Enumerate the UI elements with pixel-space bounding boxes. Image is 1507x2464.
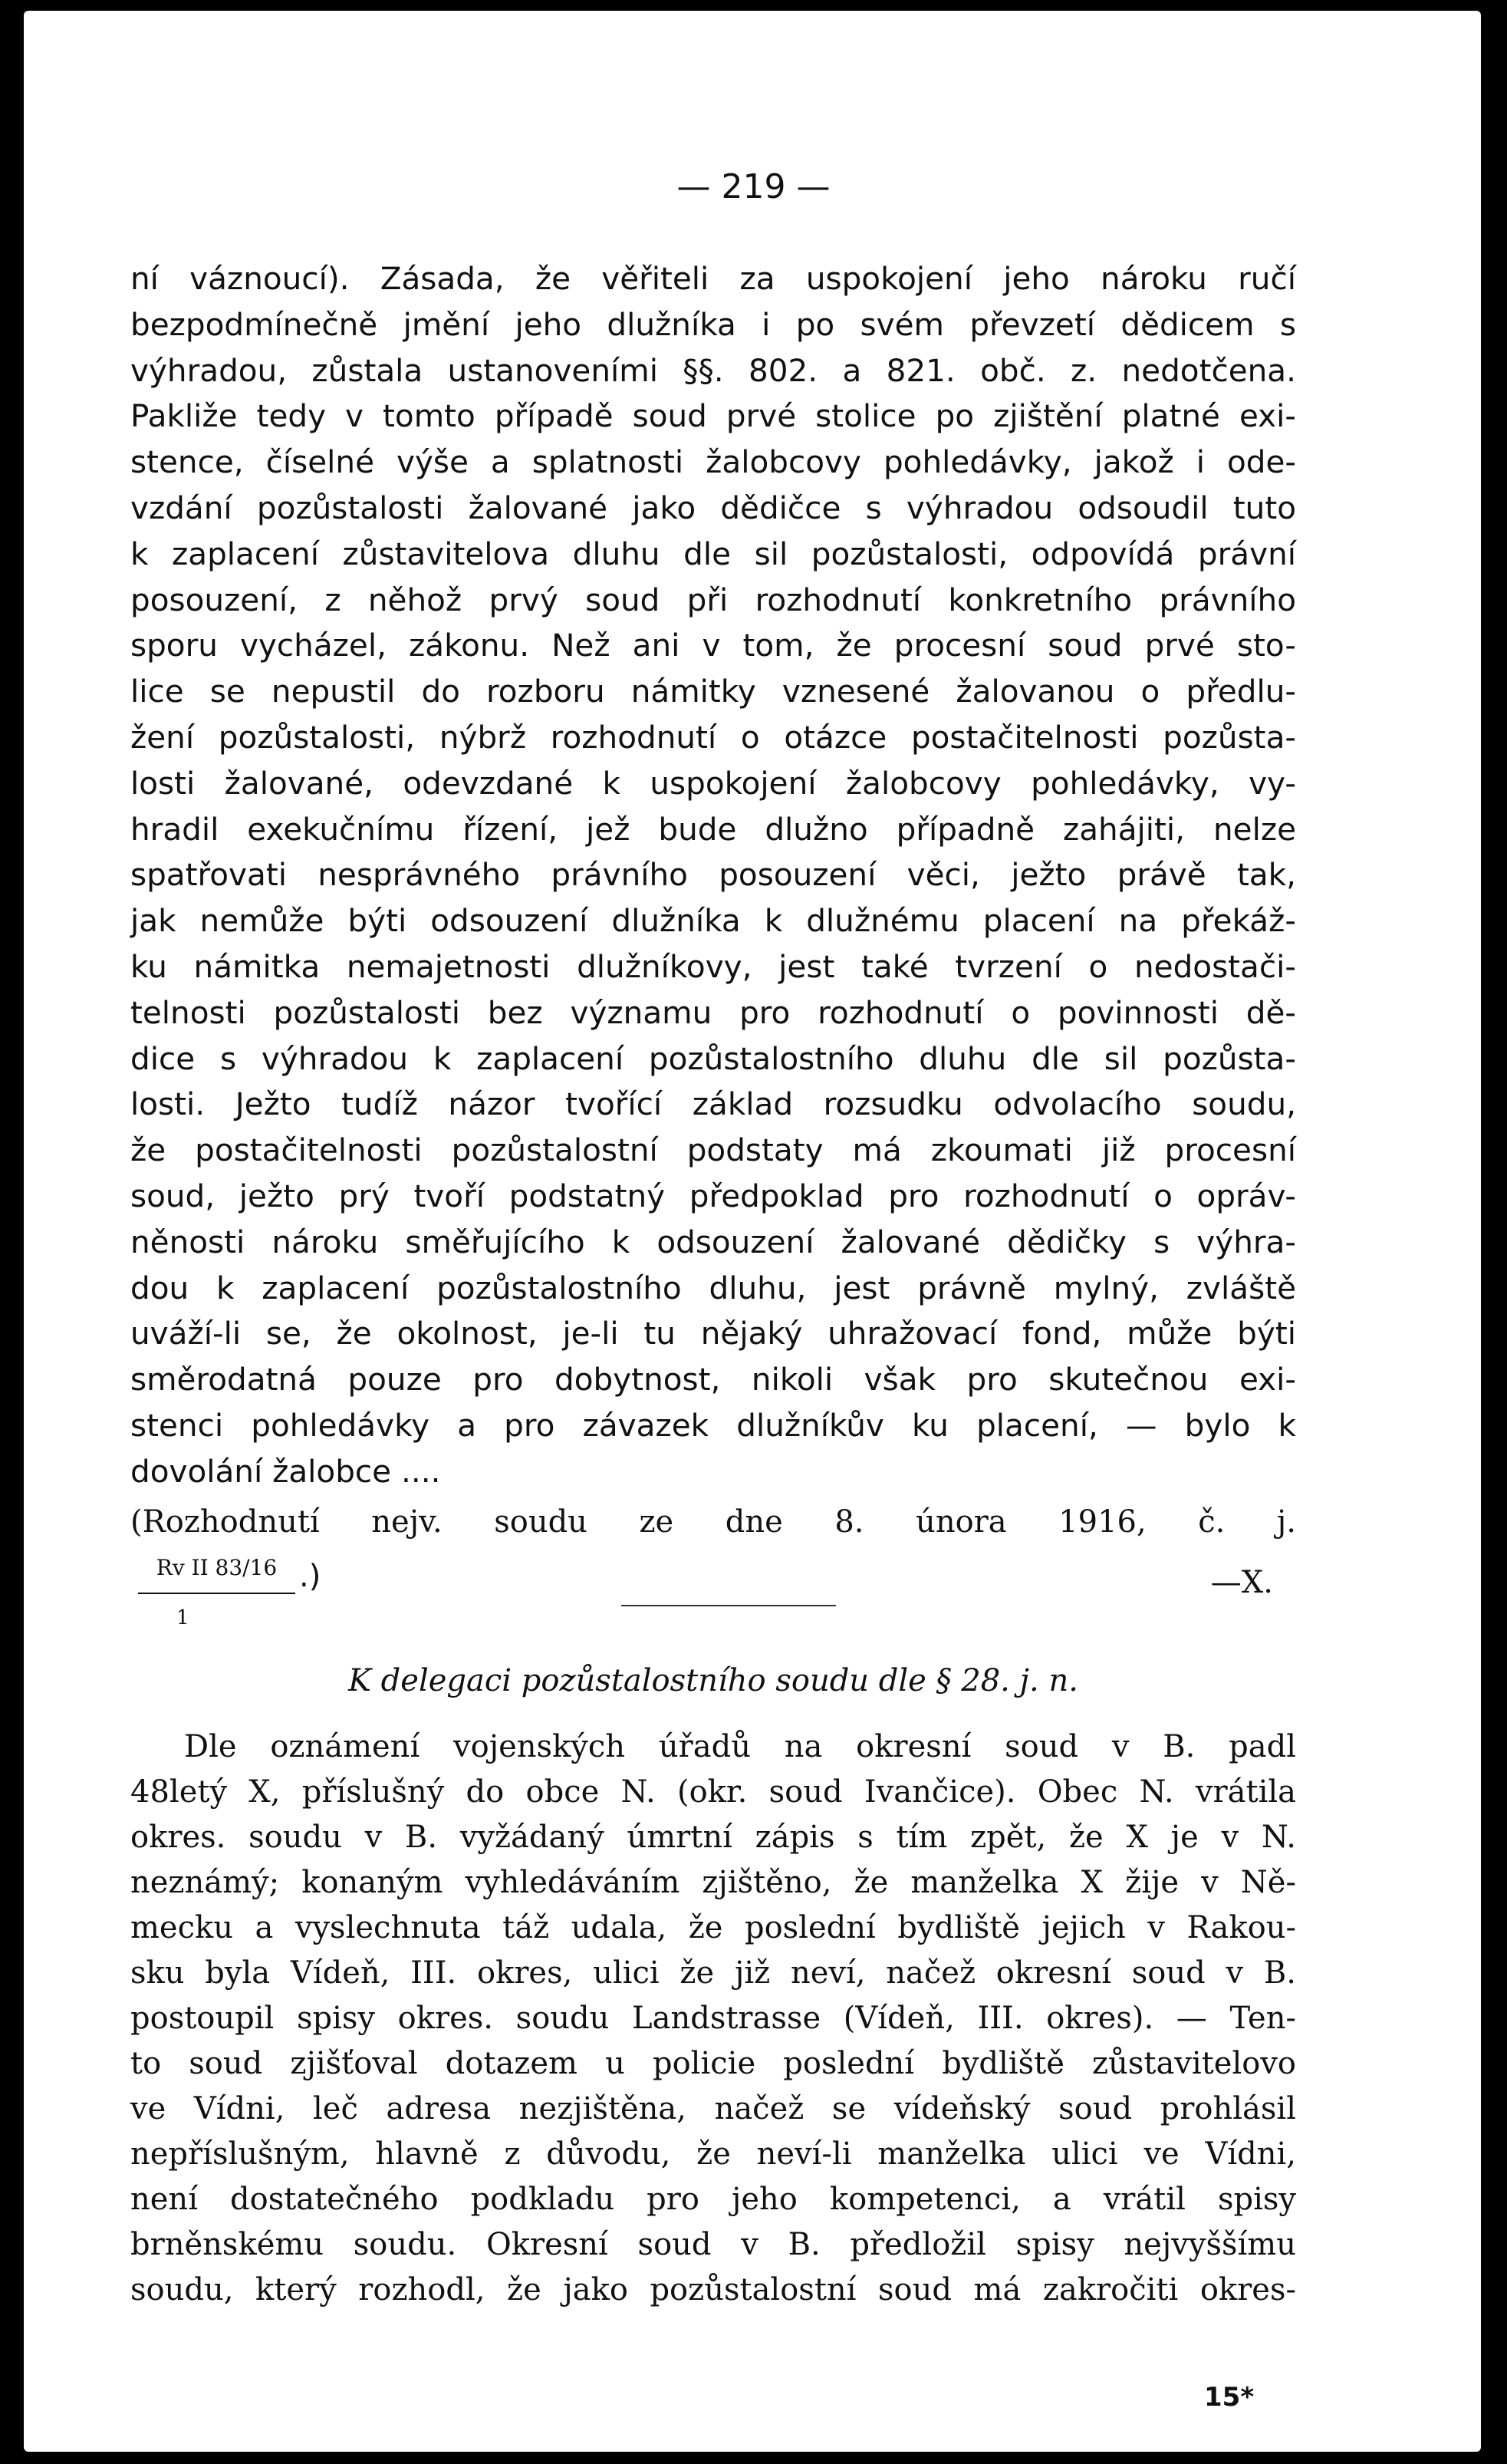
text-line: posouzení, z něhož prvý soud při rozhodnutí konkretního právního — [130, 581, 1296, 618]
text-line: postoupil spisy okres. soudu Landstrasse (Vídeň, III. okres). — Ten- — [130, 2001, 1296, 2037]
text-line: ní váznoucí). Zásada, že věřiteli za uspokojení jeho nároku ručí — [130, 260, 1296, 297]
text-line: k zaplacení zůstavitelova dluhu dle sil pozůstalosti, odpovídá právní — [130, 535, 1296, 572]
text-line: dou k zaplacení pozůstalostního dluhu, jest právně mylný, zvláště — [130, 1269, 1296, 1306]
text-line: Pakliže tedy v tomto případě soud prvé stolice po zjištění platné exi- — [130, 397, 1296, 435]
text-line: stenci pohledávky a pro závazek dlužníkův ku placení, — bylo k — [130, 1406, 1296, 1444]
text-line: okres. soudu v B. vyžádaný úmrtní zápis s tím zpět, že X je v N. — [130, 1820, 1296, 1856]
text-line: dovolání žalobce .... — [130, 1452, 441, 1490]
page-number: — 219 — — [676, 167, 831, 206]
text-line: losti žalované, odevzdané k uspokojení žalobcovy pohledávky, vy- — [130, 764, 1296, 802]
text-line: dice s výhradou k zaplacení pozůstalostního dluhu dle sil pozůsta- — [130, 1039, 1296, 1077]
case-number: Rv II 83/16 — [156, 1555, 278, 1581]
paragraph-1 — [130, 256, 1296, 1495]
citation-reference — [130, 1545, 1296, 1629]
text-line: že postačitelnosti pozůstalostní podstaty má zkoumati již procesní — [130, 1132, 1296, 1169]
separator-rule — [621, 1605, 836, 1606]
text-line: losti. Ježto tudíž názor tvořící základ rozsudku odvolacího soudu, — [130, 1085, 1296, 1123]
citation-close: .) — [299, 1559, 321, 1595]
text-line: 48letý X, příslušný do obce N. (okr. soud Ivančice). Obec N. vrátila — [130, 1774, 1296, 1810]
text-line: žení pozůstalosti, nýbrž rozhodnutí o otázce postačitelnosti pozůsta- — [130, 718, 1296, 756]
text-line: ku námitka nemajetnosti dlužníkovy, jest také tvrzení o nedostači- — [130, 947, 1296, 985]
author-mark: —X. — [1210, 1565, 1273, 1601]
text-line: vzdání pozůstalosti žalované jako dědičce s výhradou odsoudil tuto — [130, 489, 1296, 526]
text-line: brněnskému soudu. Okresní soud v B. předložil spisy nejvyššímu — [130, 2227, 1296, 2263]
body-text — [130, 256, 1296, 2313]
case-number-fraction — [138, 1545, 295, 1642]
text-line: telnosti pozůstalosti bez významu pro rozhodnutí o povinnosti dě- — [130, 993, 1296, 1031]
text-line: to soud zjišťoval dotazem u policie poslední bydliště zůstavitelovo — [130, 2046, 1296, 2082]
text-line: ve Vídni, leč adresa nezjištěna, načež se vídeňský soud prohlásil — [130, 2091, 1296, 2127]
text-line: mecku a vyslechnuta táž udala, že poslední bydliště jejich v Rakou- — [130, 1910, 1296, 1946]
text-line: neznámý; konaným vyhledáváním zjištěno, že manželka X žije v Ně- — [130, 1865, 1296, 1901]
text-line: hradil exekučnímu řízení, jež bude dlužno případně zahájiti, nelze — [130, 810, 1296, 848]
text-line: není dostatečného podkladu pro jeho kompetenci, a vrátil spisy — [130, 2182, 1296, 2218]
section-heading: K delegaci pozůstalostního soudu dle § 28. j. n. — [348, 1663, 1078, 1699]
text-line: bezpodmínečně jmění jeho dlužníka i po svém převzetí dědicem s — [130, 305, 1296, 343]
text-line: sku byla Vídeň, III. okres, ulici že již neví, načež okresní soud v B. — [130, 1955, 1296, 1991]
text-line: Dle oznámení vojenských úřadů na okresní soud v B. padl — [184, 1729, 1296, 1765]
signature-mark: 15* — [1204, 2382, 1255, 2413]
text-line: spatřovati nesprávného právního posouzení věci, ježto právě tak, — [130, 856, 1296, 894]
text-line: stence, číselné výše a splatnosti žalobcovy pohledávky, jakož i ode- — [130, 443, 1296, 481]
text-line: soud, ježto prý tvoří podstatný předpoklad pro rozhodnutí o opráv- — [130, 1177, 1296, 1214]
citation-line: (Rozhodnutí nejv. soudu ze dne 8. února 1916, č. j. — [130, 1504, 1296, 1540]
text-line: nepříslušným, hlavně z důvodu, že neví-li manželka ulici ve Vídni, — [130, 2136, 1296, 2172]
text-line: lice se nepustil do rozboru námitky vznesené žalovanou o předlu- — [130, 673, 1296, 710]
text-line: směrodatná pouze pro dobytnost, nikoli však pro skutečnou exi- — [130, 1361, 1296, 1398]
paragraph-2 — [130, 1724, 1296, 2313]
text-line: výhradou, zůstala ustanoveními §§. 802. a 821. obč. z. nedotčena. — [130, 351, 1296, 389]
fraction-bar — [138, 1593, 295, 1594]
text-line: soudu, který rozhodl, že jako pozůstalostní soud má zakročiti okres- — [130, 2272, 1296, 2308]
text-line: něnosti nároku směřujícího k odsouzení žalované dědičky s výhra- — [130, 1223, 1296, 1260]
text-line: uváží-li se, že okolnost, je-li tu nějaký uhražovací fond, může býti — [130, 1315, 1296, 1352]
case-number-denominator: 1 — [176, 1606, 189, 1630]
text-line: jak nemůže býti odsouzení dlužníka k dlužnému placení na překáž- — [130, 902, 1296, 940]
text-line: sporu vycházel, zákonu. Než ani v tom, že procesní soud prvé sto- — [130, 627, 1296, 664]
